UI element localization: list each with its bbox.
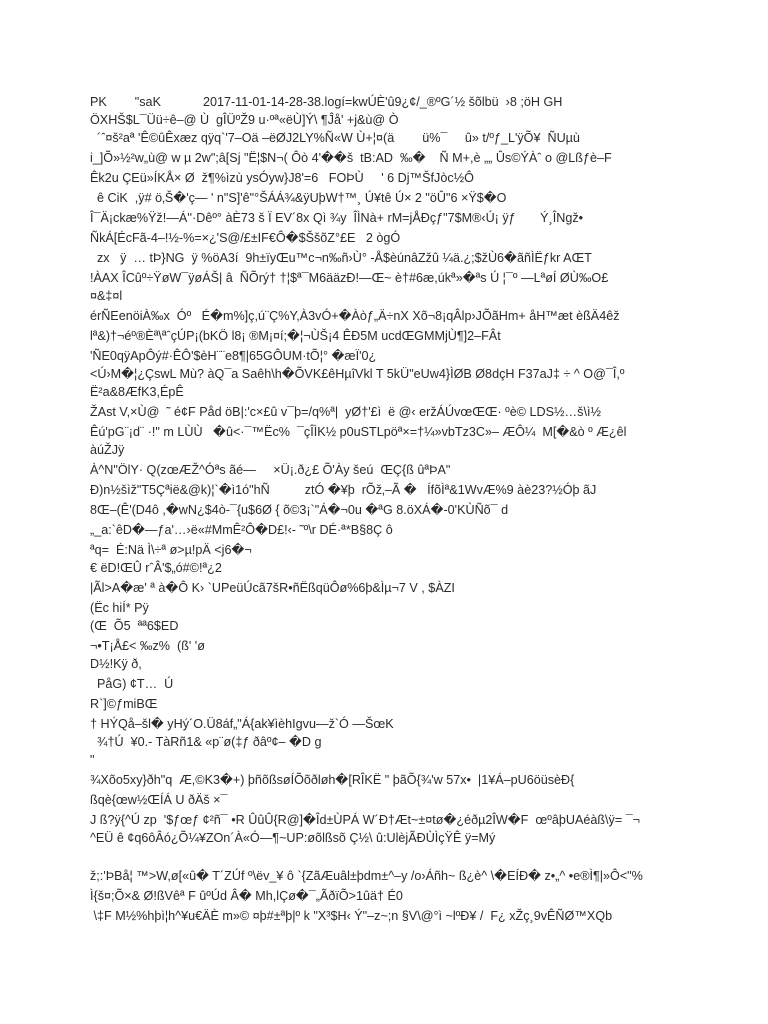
text-line: Î¯Ä¡ckæ%Ÿž!—Á''·Dêº° àÈ73 š Ï EV´8x Qì ¾y ÎÌNà+ rM=jÅÐçƒ"7$M®‹Ú¡ ÿƒ Ý¸ÎNgž• — [90, 211, 584, 225]
text-line: Ì{š¤;Õ×& Ø!ßVêª F ûºÚd Â� Mh,lÇø�¯„ÃðïÕ>1ûä† É0 — [90, 889, 403, 903]
text-line: àúŽJÿ — [90, 443, 125, 457]
text-line: D½!Kÿ ð, — [90, 657, 142, 671]
text-line: ¤&‡¤l — [90, 289, 123, 303]
text-line: ´ˆ¤š²aª 'Ê©ûÊxæz qÿq`'7–Oä –ëØJ2LY%Ñ«W Ù+¦¤(ä ü%¯ û» t/ºƒ_L'ÿÕ¥ ÑUµù — [90, 131, 580, 145]
text-line: PåG) ¢T… Ú — [90, 677, 174, 691]
text-line: ê CiK ,ÿ# ö‚Š�'ç— ' n"S]'ê"°ŠÁÁ¾&ÿUþW†™¸ Ú¥tê Ú× 2 "öÛ"6 ×Ÿ$�O — [90, 191, 507, 205]
text-line: Êú'pG¨¡d¨ ·!" m LÙÙ �û<·¯™Ëc% ¯çÎÌK½ p0uSTLpöª×=†¼»vbTz3C»– ÆÔ¼ M[�&ò º Æ¿êl — [90, 425, 627, 439]
text-line: lª&)†¬éº®Èª\ªˆçÚP¡(bKÖ l8¡ ®M¡¤í;�¦¬ÙŠ¡4 ÊÐ5M ucdŒGMMjÙ¶]2–FÂt — [90, 329, 501, 343]
text-line: ªq= É:Nä Ì\÷ª ø>µ!pÄ <j6�¬ — [90, 543, 252, 557]
text-line: \‡F M½%hþì¦h^¥u€ÄÈ m»© ¤þ#±ªþ|º k "X³$H‹ Ý"–z~;n §V\@°ì ~lºÐ¥ / F¿ xŽç¸9vÊÑØ™XQb — [90, 909, 613, 923]
text-line: érÑEenöiÀ‰x Óº É�m%]ç,ú¨Ç%Y,À3vÓ+�Àòƒ„Ä÷nX Xõ¬8¡qÂlp›JÕãHm+ åH™æt èßÄ4êž — [90, 309, 620, 323]
text-line: ¬•T¡Å£< ‰z% (ß' 'ø — [90, 639, 205, 653]
text-line: ŽAst V,×Ù@ ˜ é¢F Påd öB|:'c×£û v¯þ=/q%ª| yØ†'£ì ë @‹ eržÁÚvœŒŒ· ºè© LDS½…š\ì½ — [90, 405, 601, 419]
text-line: Ð)n½šìž"T5Çªië&@k)¦`�ì1ó"hÑ ztÓ �¥þ rÕž‚–Ã � ÍfõÌª&1WvÆ%9 àè23?½Óþ ãJ — [90, 483, 597, 497]
text-line: ßqè{œw½ŒÍÁ U ðÄš ×¯ — [90, 793, 228, 807]
text-line: „_a:`êD�—ƒa'…›ë«#MmÊ²Ô�D£!‹- ˜º\r DÉ·ª*B§8Ç ô — [90, 523, 393, 537]
text-line: !ÀAX ÎCûº÷ŸøW¯ÿøÁŠ| â ÑÕrý† †¦$ª¯M6ääzÐ!—Œ~ è†#6æ,úkª»�ªs Ú ¦¯º —LªøÍ ØÙ‰O£ — [90, 271, 609, 285]
text-line: zx ÿ … tÞ}NG ÿ %öA3í 9h±ïyŒu™c¬n‰ñ›Ù° -Å$èúnâZžû ¼ä.¿;$žÙ6�ãñÌËƒkr AŒT — [90, 251, 592, 265]
text-line: (Œ Õ5 ªª6$ED — [90, 619, 179, 633]
text-line: <Ú›M�¦¿ÇswL Mù? àQ¯a Saêh\h�ÕVK£êHµîVkl T 5kÜ"eUw4}ÌØB Ø8dçH F37aJ‡ ÷ ^ O@¯Î,º — [90, 367, 625, 381]
text-line: ^EÜ ê ¢q6ôÂó¿Õ¼¥ZOn´À«Ó—¶~UP:øõlßsõ Ç½\ û:UlèjÃÐÙÌçŸÊ ÿ=Mý — [90, 831, 496, 845]
text-line: Êk2u ÇEü»ÍKÅ× Ø ž¶%ìzù ysÓyw}J8'=6 FOÞÙ ' 6 Dj™ŠfJòc½Ô — [90, 171, 474, 185]
text-line: À^N"ÖlY· Q(zœÆŽ^Óªs ãé— ×Ü¡.ð¿£ Õ'Ày šeú ŒÇ{ß ûªÞA" — [90, 463, 451, 477]
text-line: ÑkÁ[ÉcFã-4–!½-%=×¿'S@/£±IF€Ô�$ŠšõZ°£E 2 ògÓ — [90, 231, 401, 245]
text-line: € ëD!ŒÛ rˆÂ'$„ó#©!ª¿2 — [90, 561, 222, 575]
text-line: (Ëc hiÍ* Pÿ — [90, 601, 149, 615]
text-line: † HÝQå–šl� yHý´O.Ü8áf„"Á{ak¥ìèhIgvu—ž`Ó —ŠœK — [90, 717, 394, 731]
text-line: PK "saK 2017-11-01-14-28-38.logí=kwÚÈ'û9¿¢/_®ºG´½ šõlbü ›8 ;öH GH — [90, 95, 563, 109]
text-line: Ë²a&8ÆfK3,ÉpÊ — [90, 385, 184, 399]
text-line: " — [90, 753, 95, 767]
text-line: |Ãl>A�æ' ª à�Ô K› `UPeüÚcã7šR•ñËßqüÔø%6þ&Ìµ¬7 V , $ÀZI — [90, 581, 455, 595]
text-line: ¾†Ú ¥0.- TàRñ1& «p¨ø(‡ƒ ðâº¢– �D g — [90, 735, 322, 749]
text-line: i_]Õ»½²w„ù@ w µ 2w";â[Sj "Ë¦$N¬( Ôò 4'��š tB:AD ‰� Ñ M+,è „„ Ûs©ÝÀˆ o @Lßƒè–F — [90, 151, 612, 165]
text-line: 8Œ–(Ê'(D4ô ,�wN¿$4ò-¯{u$6Ø { õ©3¡`"Á�¬0u �ªG 8.öXÁ�-0'KÙÑõ¯ d — [90, 503, 509, 517]
text-line: R`]©ƒmiBŒ — [90, 697, 158, 711]
text-line: J ß?ÿ{^Ú zp '$ƒœƒ ¢²ñ¯ •R ÛûÛ{R@]�Îd±ÙPÁ W´Ð†Æt~±¤tø�¿éðµ2ÎW�F œºâþUAéàß\ÿ= ¯¬ — [90, 813, 641, 827]
text-line: ÖXHŠ$L¯Üü÷ê–@ Ù gÎÜºŽ9 u·ºª«ëÙ]Ý\ ¶Ĵå' +j&ù@ Ò — [90, 113, 399, 127]
text-line: ž;:'ÞBå¦ ™>W,ø[«û� T´ZÚf º\ëv_¥ ô `{ZãÆuâl±þdm±^–y /o›Áñh~ ß¿è^ \�EÍÐ� z•„^ •e®Ì¶|»Ô<"% — [90, 869, 643, 883]
text-line: ¾Xõo5xy}ðh"q Æ,©K3�+) þñõßsøÍÕõðløh�[RÎKË " þãÕ{¾'w 57x• |1¥Á–pU6öüsèÐ{ — [90, 773, 575, 787]
text-line: 'ÑE0qÿApÔý#·ÊÔ'$èH¨¨e8¶|65GÔUM·tÕ¦° �æÏ'0¿ — [90, 349, 377, 363]
